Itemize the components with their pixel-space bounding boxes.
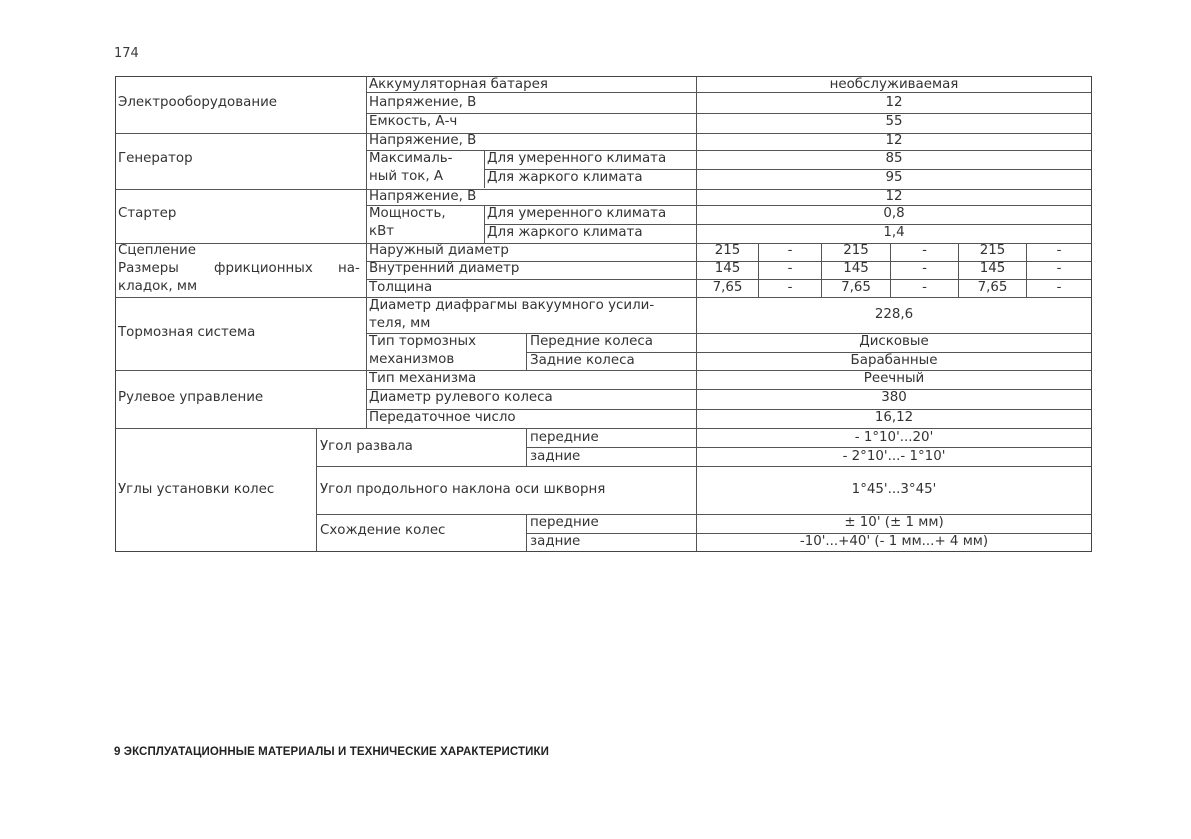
generator-moderate-value: 85 [885,151,903,166]
max-current-label-cont: ный ток, А [369,169,444,184]
brakes-group-label: Тормозная система [118,325,256,340]
starter-hot-value: 1,4 [883,225,905,240]
clutch-size-label: Размеры [118,261,179,276]
front-wheels-label: Передние колеса [530,334,653,349]
column-divider [366,77,367,428]
clutch-size-label: фрикционных [214,261,313,276]
clutch-value: - [787,243,793,258]
generator-moderate-label: Для умеренного климата [487,151,667,166]
capacity-value: 55 [885,114,903,129]
generator-group-label: Генератор [118,151,193,166]
brake-type-label: Тип тормозных [369,334,477,349]
rear-brakes-value: Барабанные [850,353,938,368]
toe-front-label: передние [530,515,599,530]
clutch-value: - [1056,261,1062,276]
starter-group-label: Стартер [118,206,177,221]
booster-diameter-label-cont: теля, мм [369,316,431,331]
caster-label: Угол продольного наклона оси шкворня [320,482,606,497]
camber-rear-value: - 2°10'...- 1°10' [842,449,946,464]
steering-mechanism-value: Реечный [863,371,925,386]
thickness-label: Толщина [369,280,433,295]
rear-wheels-label: Задние колеса [530,353,635,368]
electrical-voltage-label: Напряжение, В [369,95,477,110]
column-divider [526,428,527,466]
outer-diameter-label: Наружный диаметр [369,243,509,258]
caster-value: 1°45'...3°45' [851,482,937,497]
toe-label: Схождение колес [320,523,446,538]
column-divider [484,205,485,243]
row-divider [116,428,1091,429]
generator-voltage-label: Напряжение, В [369,133,477,148]
clutch-value: - [787,280,793,295]
toe-front-value: ± 10' (± 1 мм) [844,515,944,530]
power-label: Мощность, [369,206,446,221]
electrical-voltage-value: 12 [885,95,903,110]
chapter-footer: 9 ЭКСПЛУАТАЦИОННЫЕ МАТЕРИАЛЫ И ТЕХНИЧЕСКИЕ ХАРАКТЕРИСТИКИ [114,746,549,758]
clutch-size-label: кладок, мм [118,279,198,294]
generator-voltage-value: 12 [885,133,903,148]
front-brakes-value: Дисковые [859,334,929,349]
battery-label: Аккумуляторная батарея [369,77,548,92]
camber-label: Угол развала [320,439,413,454]
clutch-value: - [1056,243,1062,258]
row-divider [526,447,1091,448]
starter-hot-label: Для жаркого климата [487,225,643,240]
gear-ratio-label: Передаточное число [369,410,516,425]
booster-diameter-label: Диаметр диафрагмы вакуумного усили- [369,298,655,313]
clutch-size-label: на- [338,261,360,276]
camber-rear-label: задние [530,449,581,464]
clutch-value: 7,65 [841,280,871,295]
clutch-value: 215 [979,243,1006,258]
specifications-table [115,76,1092,552]
gear-ratio-value: 16,12 [874,410,914,425]
starter-moderate-value: 0,8 [883,206,905,221]
clutch-value: 7,65 [977,280,1008,295]
clutch-value: 145 [714,261,741,276]
column-divider [526,514,527,551]
steering-group-label: Рулевое управление [118,390,264,405]
page-number: 174 [114,46,139,61]
clutch-value: - [1056,280,1062,295]
inner-diameter-label: Внутренний диаметр [369,261,520,276]
clutch-value: 215 [714,243,741,258]
column-divider [526,333,527,370]
clutch-value: - [922,243,927,258]
wheel-diameter-value: 380 [881,390,907,405]
battery-value: необслуживаемая [829,77,959,92]
clutch-value: - [922,261,927,276]
toe-rear-value: -10'...+40' (- 1 мм...+ 4 мм) [799,534,989,549]
clutch-value: 7,65 [712,280,743,295]
electrical-group-label: Электрооборудование [118,95,278,110]
starter-voltage-value: 12 [885,189,903,204]
starter-voltage-label: Напряжение, В [369,189,477,204]
row-divider [316,466,1091,467]
steering-mechanism-label: Тип механизма [369,371,477,386]
toe-rear-label: задние [530,534,581,549]
generator-hot-label: Для жаркого климата [487,170,643,185]
clutch-value: - [922,280,927,295]
booster-diameter-value: 228,6 [874,307,914,322]
brake-type-label-cont: механизмов [369,352,455,367]
generator-hot-value: 95 [885,170,903,185]
camber-front-label: передние [530,430,599,445]
camber-front-value: - 1°10'...20' [854,430,934,445]
clutch-group-label: Сцепление [118,243,196,258]
capacity-label: Емкость, А-ч [369,114,458,129]
alignment-group-label: Углы установки колес [118,482,275,497]
clutch-value: 215 [843,243,869,258]
wheel-diameter-label: Диаметр рулевого колеса [369,390,553,405]
clutch-value: 145 [843,261,869,276]
clutch-value: - [787,261,793,276]
power-label-cont: кВт [369,224,395,239]
max-current-label: Максималь- [369,151,453,166]
column-divider [484,150,485,188]
starter-moderate-label: Для умеренного климата [487,206,667,221]
column-divider [316,428,317,551]
clutch-value: 145 [979,261,1006,276]
